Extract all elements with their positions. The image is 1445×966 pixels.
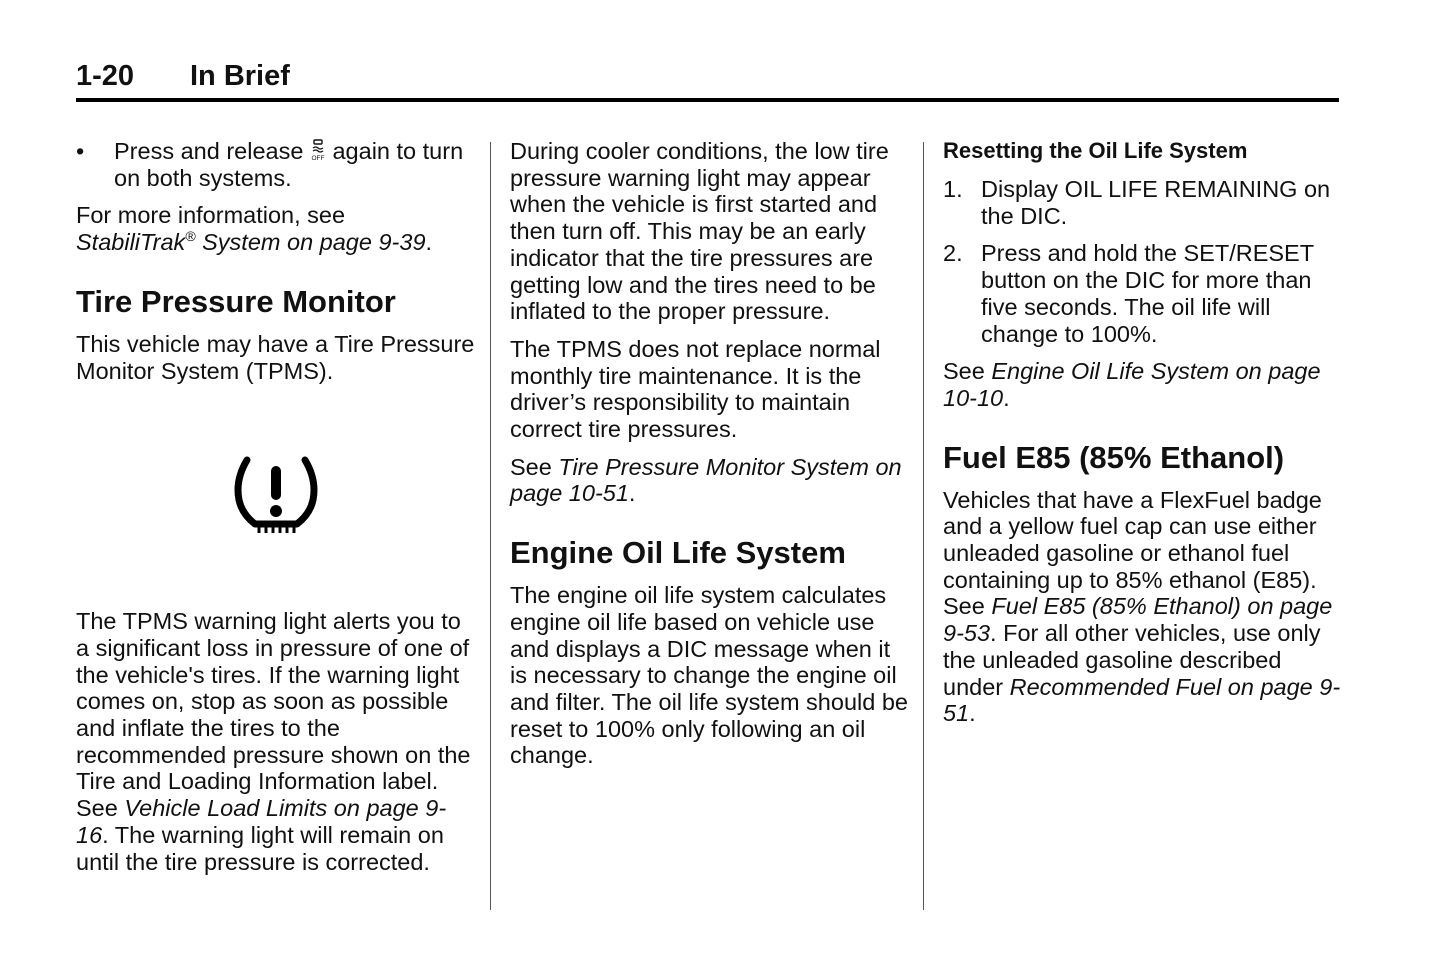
- tire-pressure-warning-icon: [233, 454, 319, 540]
- reference-text: StabiliTrak: [76, 229, 186, 256]
- oil-life-reference[interactable]: Engine Oil Life System on page 10-10: [943, 358, 1321, 411]
- section-title: In Brief: [190, 60, 290, 92]
- period: .: [628, 480, 636, 507]
- svg-text:OFF: OFF: [311, 155, 325, 161]
- period: .: [969, 700, 976, 727]
- recommended-fuel-reference[interactable]: Recommended Fuel on page 9-51: [943, 673, 1341, 727]
- step-number: 2.: [943, 240, 963, 267]
- see-oil-life-paragraph: [943, 358, 1343, 411]
- info-prefix: For more information, see: [76, 202, 346, 229]
- reset-heading: Resetting the Oil Life System: [943, 138, 1248, 163]
- bullet-mark: •: [76, 138, 85, 164]
- see-prefix: See: [943, 358, 992, 385]
- column-1: [76, 138, 476, 886]
- oil-life-body: The engine oil life system calculates engine oil life based on vehicle use and displays a DIC message when it is necessary to change the engine oil and filter. The oil life system should be reset to 100% only following an oil change.: [510, 582, 908, 769]
- stabilitrak-off-icon: [310, 139, 326, 161]
- page-number: 1-20: [76, 60, 135, 92]
- period: .: [425, 229, 433, 256]
- step-item: [943, 240, 1343, 347]
- step-text: Press and hold the SET/RESET button on the DIC for more than five seconds. The oil life will change to 100%.: [981, 240, 1314, 347]
- fuel-e85-heading: Fuel E85 (85% Ethanol): [943, 439, 1285, 475]
- bullet-text: [114, 138, 476, 191]
- see-tpms-paragraph: [510, 454, 910, 507]
- fuel-e85-body: [943, 487, 1343, 727]
- tpm-heading: Tire Pressure Monitor: [76, 283, 396, 319]
- step-number: 1.: [943, 176, 963, 202]
- tpm-body: [76, 608, 476, 875]
- step-text: Display OIL LIFE REMAINING on the DIC.: [981, 176, 1331, 229]
- bullet-item: [76, 138, 476, 191]
- registered-mark: ®: [185, 228, 196, 245]
- column-3: [943, 138, 1343, 738]
- info-paragraph: [76, 202, 476, 255]
- tpm-body-text: The TPMS warning light alerts you to a significant loss in pressure of one of the vehicle's tires. If the warning light comes on, stop as soon as possible and inflate the tires to the recommended pressure shown on the Tire and Loading Information label. See: [76, 608, 471, 822]
- fuel-body-text: Vehicles that have a FlexFuel badge and a yellow fuel cap can use either unleaded gasoline or ethanol fuel containing up to 85% ethanol (E85). See: [943, 486, 1322, 620]
- vehicle-load-reference[interactable]: Vehicle Load Limits on page 9-16: [76, 795, 447, 848]
- tpms-reference[interactable]: Tire Pressure Monitor System on page 10-51: [510, 453, 902, 507]
- reference-text: System on page 9-39: [195, 229, 426, 256]
- stabilitrak-reference[interactable]: [76, 229, 426, 255]
- page-header: [76, 58, 1339, 102]
- oil-life-heading: Engine Oil Life System: [510, 535, 846, 571]
- fuel-body-text: . For all other vehicles, use only the unleaded gasoline described under: [943, 620, 1321, 700]
- column-2: [510, 138, 910, 780]
- tpms-figure: [76, 395, 476, 598]
- see-prefix: See: [510, 453, 559, 480]
- tpm-intro: This vehicle may have a Tire Pressure Monitor System (TPMS).: [76, 330, 475, 384]
- column-divider: [923, 142, 924, 910]
- column-divider: [490, 142, 491, 910]
- maintenance-paragraph: The TPMS does not replace normal monthly tire maintenance. It is the driver’s responsibility to maintain correct tire pressures.: [510, 335, 881, 443]
- cooler-conditions-paragraph: During cooler conditions, the low tire pressure warning light may appear when the vehicle is first started and then turn off. This may be an early indicator that the tire pressures are getting low and the tires need to be inflated to the proper pressure.: [510, 138, 889, 325]
- tpm-body-text: . The warning light will remain on until the tire pressure is corrected.: [76, 821, 444, 875]
- period: .: [1003, 384, 1010, 411]
- bullet-text-start: Press and release: [114, 138, 310, 164]
- step-item: [943, 176, 1343, 229]
- bullet-text-end: again to turn on both systems.: [114, 138, 464, 191]
- fuel-e85-reference[interactable]: Fuel E85 (85% Ethanol) on page 9-53: [943, 593, 1333, 647]
